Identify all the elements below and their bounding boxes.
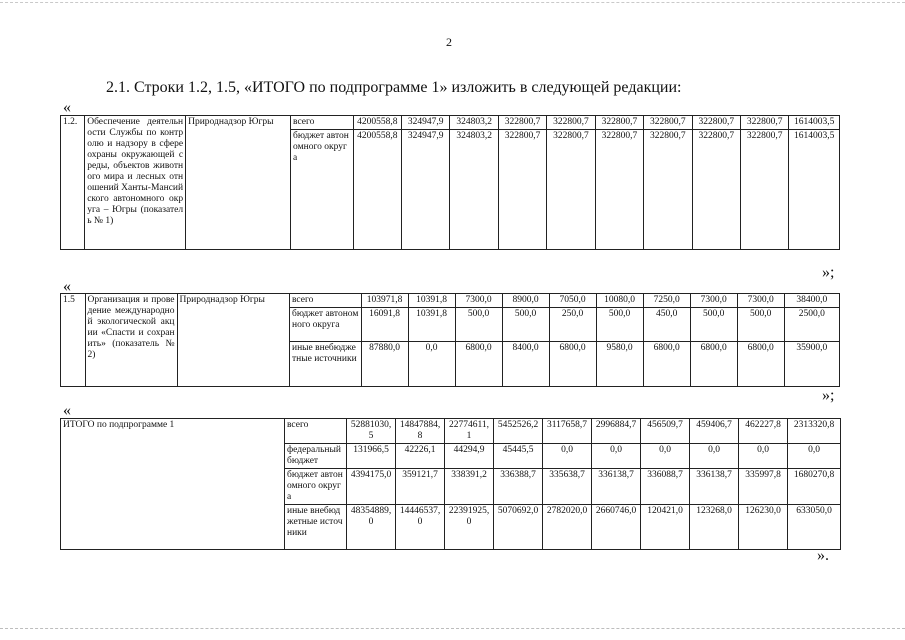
- value-cell: 456509,7: [641, 419, 690, 444]
- page-number: 2: [446, 35, 452, 49]
- value-cell: 5452526,2: [494, 419, 543, 444]
- value-cell: 7300,0: [690, 294, 737, 308]
- total-title: ИТОГО по подпрограмме 1: [61, 419, 285, 550]
- table-row-1-5: [60, 293, 840, 387]
- value-cell: 336088,7: [641, 469, 690, 505]
- value-cell: 0,0: [690, 444, 739, 469]
- value-cell: 500,0: [737, 308, 784, 342]
- value-cell: 52881030,5: [347, 419, 396, 444]
- value-cell: 6800,0: [690, 342, 737, 387]
- value-cell: 16091,8: [361, 308, 408, 342]
- value-cell: 324803,2: [450, 130, 498, 250]
- value-cell: 0,0: [641, 444, 690, 469]
- value-cell: 7250,0: [643, 294, 690, 308]
- value-cell: 45445,5: [494, 444, 543, 469]
- value-cell: 336388,7: [494, 469, 543, 505]
- value-cell: 1680270,8: [788, 469, 841, 505]
- value-cell: 42226,1: [396, 444, 445, 469]
- value-cell: 0,0: [788, 444, 841, 469]
- amendment-heading: 2.1. Строки 1.2, 1.5, «ИТОГО по подпрограмме 1» изложить в следующей редакции:: [106, 79, 682, 96]
- value-cell: 250,0: [549, 308, 596, 342]
- value-cell: 6800,0: [549, 342, 596, 387]
- value-cell: 6800,0: [737, 342, 784, 387]
- value-cell: 35900,0: [784, 342, 839, 387]
- close-quote-2: »;: [822, 387, 835, 404]
- value-cell: 2660746,0: [592, 505, 641, 550]
- value-cell: 126230,0: [739, 505, 788, 550]
- table-row: [61, 419, 841, 444]
- value-cell: 324947,9: [402, 116, 450, 130]
- value-cell: 131966,5: [347, 444, 396, 469]
- value-cell: 2313320,8: [788, 419, 841, 444]
- activity-name: Обеспечение деятельности Службы по контролю и надзору в сфере охраны окружающей среды, объектов животного мира и лесных отношений Ханты-Мансийского автономного округа – Югры (показатель № 1): [85, 116, 186, 250]
- funding-source: всего: [289, 294, 361, 308]
- value-cell: 359121,7: [396, 469, 445, 505]
- value-cell: 335638,7: [543, 469, 592, 505]
- value-cell: 336138,7: [690, 469, 739, 505]
- scan-edge-bottom: [0, 628, 905, 630]
- value-cell: 4200558,8: [353, 130, 401, 250]
- value-cell: 14446537,0: [396, 505, 445, 550]
- value-cell: 10391,8: [408, 308, 455, 342]
- value-cell: 14847884,8: [396, 419, 445, 444]
- value-cell: 500,0: [502, 308, 549, 342]
- value-cell: 7300,0: [737, 294, 784, 308]
- value-cell: 3117658,7: [543, 419, 592, 444]
- value-cell: 38400,0: [784, 294, 839, 308]
- value-cell: 336138,7: [592, 469, 641, 505]
- executor: Природнадзор Югры: [186, 116, 291, 250]
- value-cell: 6800,0: [455, 342, 502, 387]
- table-row: [61, 116, 840, 130]
- value-cell: 322800,7: [595, 116, 643, 130]
- funding-source: бюджет автономного округа: [285, 469, 347, 505]
- table-row: [61, 294, 840, 308]
- value-cell: 9580,0: [596, 342, 643, 387]
- value-cell: 0,0: [739, 444, 788, 469]
- value-cell: 1614003,5: [789, 130, 840, 250]
- close-quote-1: »;: [822, 264, 835, 281]
- value-cell: 633050,0: [788, 505, 841, 550]
- value-cell: 6800,0: [643, 342, 690, 387]
- funding-source: федеральный бюджет: [285, 444, 347, 469]
- value-cell: 2996884,7: [592, 419, 641, 444]
- value-cell: 500,0: [596, 308, 643, 342]
- close-quote-3: ».: [817, 547, 829, 564]
- value-cell: 338391,2: [445, 469, 494, 505]
- value-cell: 322800,7: [595, 130, 643, 250]
- value-cell: 10080,0: [596, 294, 643, 308]
- funding-source: бюджет автономного округа: [289, 308, 361, 342]
- value-cell: 44294,9: [445, 444, 494, 469]
- value-cell: 322800,7: [547, 116, 595, 130]
- table-row-1-2: [60, 115, 840, 250]
- value-cell: 324947,9: [402, 130, 450, 250]
- value-cell: 103971,8: [361, 294, 408, 308]
- value-cell: 8900,0: [502, 294, 549, 308]
- value-cell: 87880,0: [361, 342, 408, 387]
- value-cell: 322800,7: [740, 116, 788, 130]
- activity-name: Организация и проведение международной экологической акции «Спасти и сохранить» (показатель № 2): [85, 294, 177, 387]
- value-cell: 22774611,1: [445, 419, 494, 444]
- value-cell: 462227,8: [739, 419, 788, 444]
- executor: Природнадзор Югры: [177, 294, 289, 387]
- value-cell: 322800,7: [498, 116, 546, 130]
- open-quote-1: «: [63, 99, 71, 116]
- value-cell: 322800,7: [692, 130, 740, 250]
- value-cell: 4200558,8: [353, 116, 401, 130]
- value-cell: 8400,0: [502, 342, 549, 387]
- value-cell: 1614003,5: [789, 116, 840, 130]
- value-cell: 0,0: [592, 444, 641, 469]
- value-cell: 22391925,0: [445, 505, 494, 550]
- value-cell: 0,0: [408, 342, 455, 387]
- value-cell: 7050,0: [549, 294, 596, 308]
- value-cell: 10391,8: [408, 294, 455, 308]
- value-cell: 120421,0: [641, 505, 690, 550]
- funding-source: всего: [291, 116, 354, 130]
- value-cell: 322800,7: [740, 130, 788, 250]
- value-cell: 322800,7: [644, 130, 692, 250]
- value-cell: 7300,0: [455, 294, 502, 308]
- funding-source: иные внебюджетные источники: [285, 505, 347, 550]
- value-cell: 335997,8: [739, 469, 788, 505]
- value-cell: 4394175,0: [347, 469, 396, 505]
- open-quote-3: «: [63, 402, 71, 419]
- value-cell: 500,0: [690, 308, 737, 342]
- value-cell: 322800,7: [644, 116, 692, 130]
- value-cell: 0,0: [543, 444, 592, 469]
- open-quote-2: «: [63, 278, 71, 295]
- table-total: [60, 418, 841, 550]
- value-cell: 123268,0: [690, 505, 739, 550]
- value-cell: 450,0: [643, 308, 690, 342]
- value-cell: 5070692,0: [494, 505, 543, 550]
- value-cell: 324803,2: [450, 116, 498, 130]
- value-cell: 2500,0: [784, 308, 839, 342]
- funding-source: бюджет автономного округа: [291, 130, 354, 250]
- row-number: 1.2.: [61, 116, 85, 250]
- value-cell: 322800,7: [547, 130, 595, 250]
- value-cell: 322800,7: [498, 130, 546, 250]
- funding-source: всего: [285, 419, 347, 444]
- scan-edge-top: [0, 2, 905, 4]
- value-cell: 500,0: [455, 308, 502, 342]
- value-cell: 459406,7: [690, 419, 739, 444]
- funding-source: иные внебюджетные источники: [289, 342, 361, 387]
- value-cell: 322800,7: [692, 116, 740, 130]
- value-cell: 2782020,0: [543, 505, 592, 550]
- row-number: 1.5: [61, 294, 86, 387]
- value-cell: 48354889,0: [347, 505, 396, 550]
